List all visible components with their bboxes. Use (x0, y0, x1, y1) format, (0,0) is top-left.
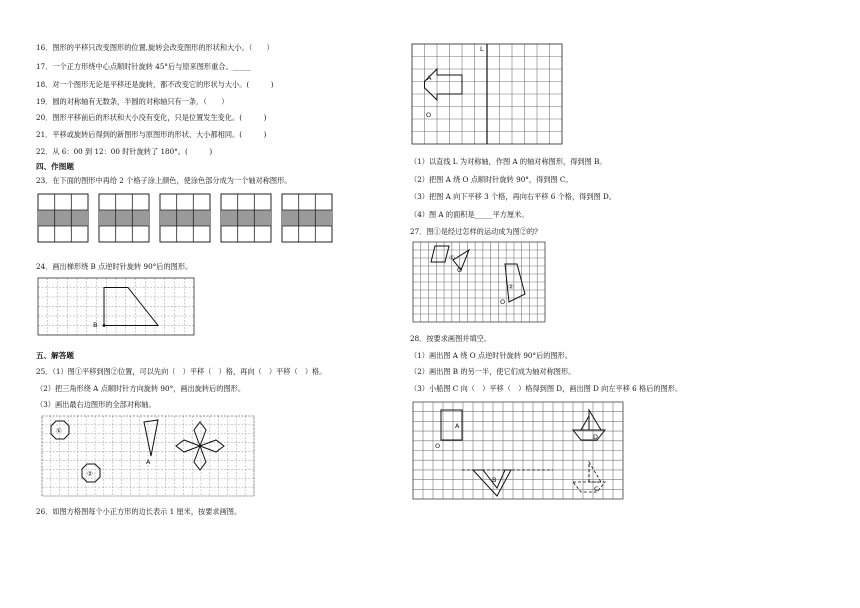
boat-d (573, 410, 605, 440)
q23-grid-5 (282, 194, 332, 242)
fig27-label-2: ② (508, 283, 514, 291)
label-o-fig26: O (426, 111, 432, 119)
q27-figure (413, 242, 548, 324)
label-l: L (480, 45, 484, 53)
q28-figure (413, 402, 625, 502)
question-23: 23．在下面的图形中再给 2 个格子涂上颜色，使涂色部分成为一个轴对称图形。 (36, 176, 292, 185)
parallelogram-1 (431, 246, 449, 262)
question-18: 18．对一个图形无论是平移还是旋转，都不改变它的形状与大小。( ) (36, 80, 274, 89)
q23-grid-2 (99, 194, 149, 242)
question-28-part-1: （1）画出图 A 绕 O 点逆时针旋转 90°后的图形。 (410, 351, 573, 360)
label-1: ① (56, 427, 62, 435)
q23-grid-4 (221, 194, 271, 242)
label-b: B (93, 321, 98, 329)
question-26-part-3: （3）把图 A 向下平移 3 个格，再向右平移 6 个格，得到图 D。 (410, 192, 616, 201)
q25-figure (42, 416, 256, 498)
question-20: 20．图形平移前后的形状和大小没有变化，只是位置发生变化。( ) (36, 113, 267, 122)
section-5-heading: 五、解答题 (36, 351, 74, 360)
question-24: 24．画出梯形绕 B 点逆时针旋转 90°后的图形。 (36, 262, 193, 271)
q24-figure (38, 278, 198, 338)
q23-grid-3 (160, 194, 210, 242)
question-28-part-3: （3）小船图 C 向（ ）平移（ ）格得到图 D，画出图 D 向左平移 6 格后的图形。 (410, 384, 683, 393)
question-16: 16．图形的平移只改变图形的位置,旋转会改变图形的形状和大小。（ ） (36, 43, 274, 52)
fig28-label-o: O (435, 442, 441, 450)
q23-grids (38, 194, 338, 244)
fig27-label-o2: O (500, 298, 506, 306)
q23-grid-1 (38, 194, 88, 242)
question-25-part-2: （2）把三角形绕 A 点顺时针方向旋转 90°，画出旋转后的图形。 (36, 384, 246, 393)
question-26-part-4: （4）图 A 的面积是_____平方厘米。 (410, 210, 529, 219)
fig27-label-o1: O (457, 266, 463, 274)
label-a: A (146, 458, 151, 466)
fig28-label-a: A (455, 422, 460, 430)
label-a-fig26: A (427, 74, 432, 82)
question-25: 25．（1）图①平移到图②位置，可以先向（ ）平移（ ）格，再向（ ）平移（ ）格。 (36, 367, 327, 376)
q26-figure (412, 44, 564, 146)
question-28-part-2: （2）画出图 B 的另一半，使它们成为轴对称图形。 (410, 367, 576, 376)
question-26-part-1: （1）以直线 L 为对称轴，作图 A 的轴对称图形，得到图 B。 (410, 157, 607, 166)
question-26-part-2: （2）把图 A 绕 O 点顺时针旋转 90°，得到图 C。 (410, 175, 573, 184)
boat-c (573, 462, 605, 492)
question-19: 19．圆的对称轴有无数条，半圆的对称轴只有一条．（ ） (36, 97, 229, 106)
question-17: 17．一个正方形绕中心点顺时针旋转 45°后与原来图形重合。_____ (36, 62, 251, 71)
question-26: 26．如图方格图每个小正方形的边长表示 1 厘米，按要求画图。 (36, 507, 242, 516)
fig28-label-c: C (594, 485, 599, 493)
question-25-part-3: （3）画出最右边图形的全部对称轴。 (36, 400, 156, 409)
fig28-label-d: D (593, 433, 599, 441)
section-4-heading: 四、作图题 (36, 162, 74, 171)
question-22: 22．从 6：00 到 12：00 时针旋转了 180°。( ) (36, 147, 213, 156)
question-21: 21．平移或旋转后得到的新图形与原图形的形状、大小都相同。( ) (36, 130, 267, 139)
point-b (103, 324, 106, 327)
fig28-label-b: B (492, 476, 497, 484)
triangle-shape (144, 420, 158, 456)
question-27: 27．图①是经过怎样的运动成为图②的? (410, 227, 539, 236)
fig27-label-1: ① (449, 254, 455, 262)
question-28: 28．按要求画图并填空。 (410, 334, 492, 343)
label-2: ② (87, 470, 93, 478)
